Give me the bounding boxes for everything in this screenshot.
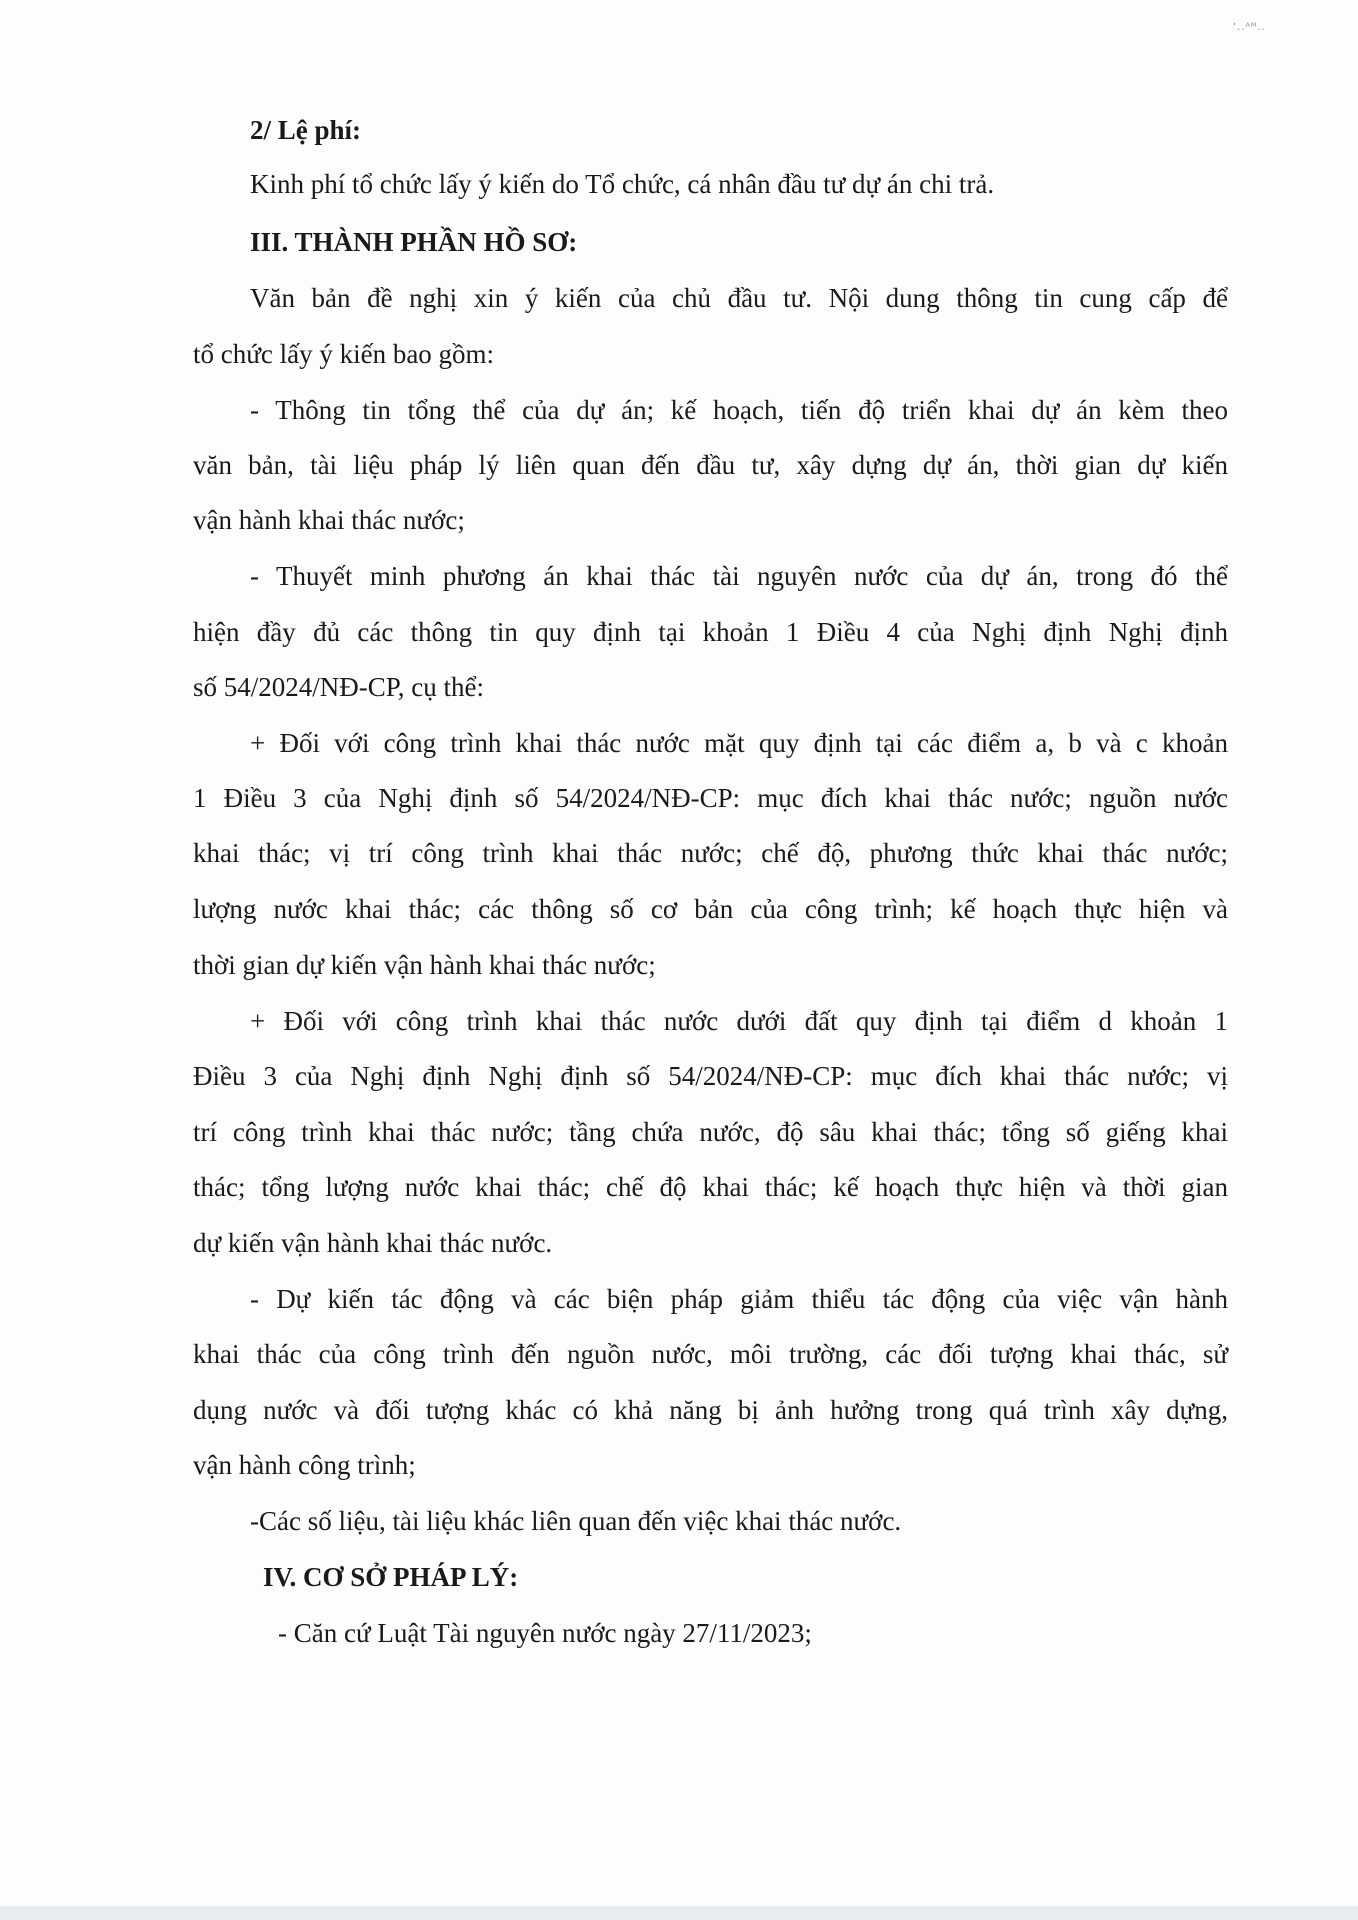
paragraph-line: tổ chức lấy ý kiến bao gồm: (193, 339, 495, 369)
paragraph-line: dụng nước và đối tượng khác có khả năng bị ảnh hưởng trong quá trình xây dựng, (193, 1395, 1228, 1425)
paragraph-line: + Đối với công trình khai thác nước dưới đất quy định tại điểm d khoản 1 (250, 1006, 1228, 1036)
paragraph-line: - Thông tin tổng thể của dự án; kế hoạch, tiến độ triển khai dự án kèm theo (250, 395, 1228, 425)
section-iii-heading: III. THÀNH PHẦN HỒ SƠ: (250, 227, 578, 257)
paragraph-line: Văn bản đề nghị xin ý kiến của chủ đầu tư. Nội dung thông tin cung cấp để (250, 283, 1228, 313)
paragraph-line: - Căn cứ Luật Tài nguyên nước ngày 27/11/2023; (278, 1618, 812, 1648)
paragraph-line: Kinh phí tổ chức lấy ý kiến do Tổ chức, cá nhân đầu tư dự án chi trả. (250, 169, 995, 199)
paragraph-line: hiện đầy đủ các thông tin quy định tại khoản 1 Điều 4 của Nghị định Nghị định (193, 617, 1228, 647)
paragraph-line: 1 Điều 3 của Nghị định số 54/2024/NĐ-CP: mục đích khai thác nước; nguồn nước (193, 783, 1228, 813)
scan-mark: ʻ..ᴬᴹ.. (1233, 22, 1266, 33)
paragraph-line: dự kiến vận hành khai thác nước. (193, 1228, 553, 1258)
paragraph-line: -Các số liệu, tài liệu khác liên quan đến việc khai thác nước. (250, 1506, 902, 1536)
paragraph-line: khai thác của công trình đến nguồn nước, môi trường, các đối tượng khai thác, sử (193, 1339, 1228, 1369)
paragraph-line: vận hành công trình; (193, 1450, 416, 1480)
paragraph-line: vận hành khai thác nước; (193, 505, 465, 535)
paragraph-line: số 54/2024/NĐ-CP, cụ thể: (193, 672, 485, 702)
paragraph-line: văn bản, tài liệu pháp lý liên quan đến đầu tư, xây dựng dự án, thời gian dự kiến (193, 450, 1228, 480)
paragraph-line: + Đối với công trình khai thác nước mặt quy định tại các điểm a, b và c khoản (250, 728, 1228, 758)
section-iv-heading: IV. CƠ SỞ PHÁP LÝ: (263, 1562, 519, 1592)
paragraph-line: khai thác; vị trí công trình khai thác nước; chế độ, phương thức khai thác nước; (193, 838, 1228, 868)
paragraph-line: lượng nước khai thác; các thông số cơ bản của công trình; kế hoạch thực hiện và (193, 894, 1228, 924)
section-fee-heading: 2/ Lệ phí: (250, 115, 362, 145)
paragraph-line: - Dự kiến tác động và các biện pháp giảm thiểu tác động của việc vận hành (250, 1284, 1228, 1314)
paragraph-line: trí công trình khai thác nước; tầng chứa nước, độ sâu khai thác; tổng số giếng khai (193, 1117, 1228, 1147)
paragraph-line: thác; tổng lượng nước khai thác; chế độ khai thác; kế hoạch thực hiện và thời gian (193, 1172, 1228, 1202)
paragraph-line: Điều 3 của Nghị định Nghị định số 54/2024/NĐ-CP: mục đích khai thác nước; vị (193, 1061, 1228, 1091)
paragraph-line: thời gian dự kiến vận hành khai thác nước; (193, 950, 656, 980)
scan-bottom-band (0, 1906, 1358, 1920)
paragraph-line: - Thuyết minh phương án khai thác tài nguyên nước của dự án, trong đó thể (250, 561, 1228, 591)
